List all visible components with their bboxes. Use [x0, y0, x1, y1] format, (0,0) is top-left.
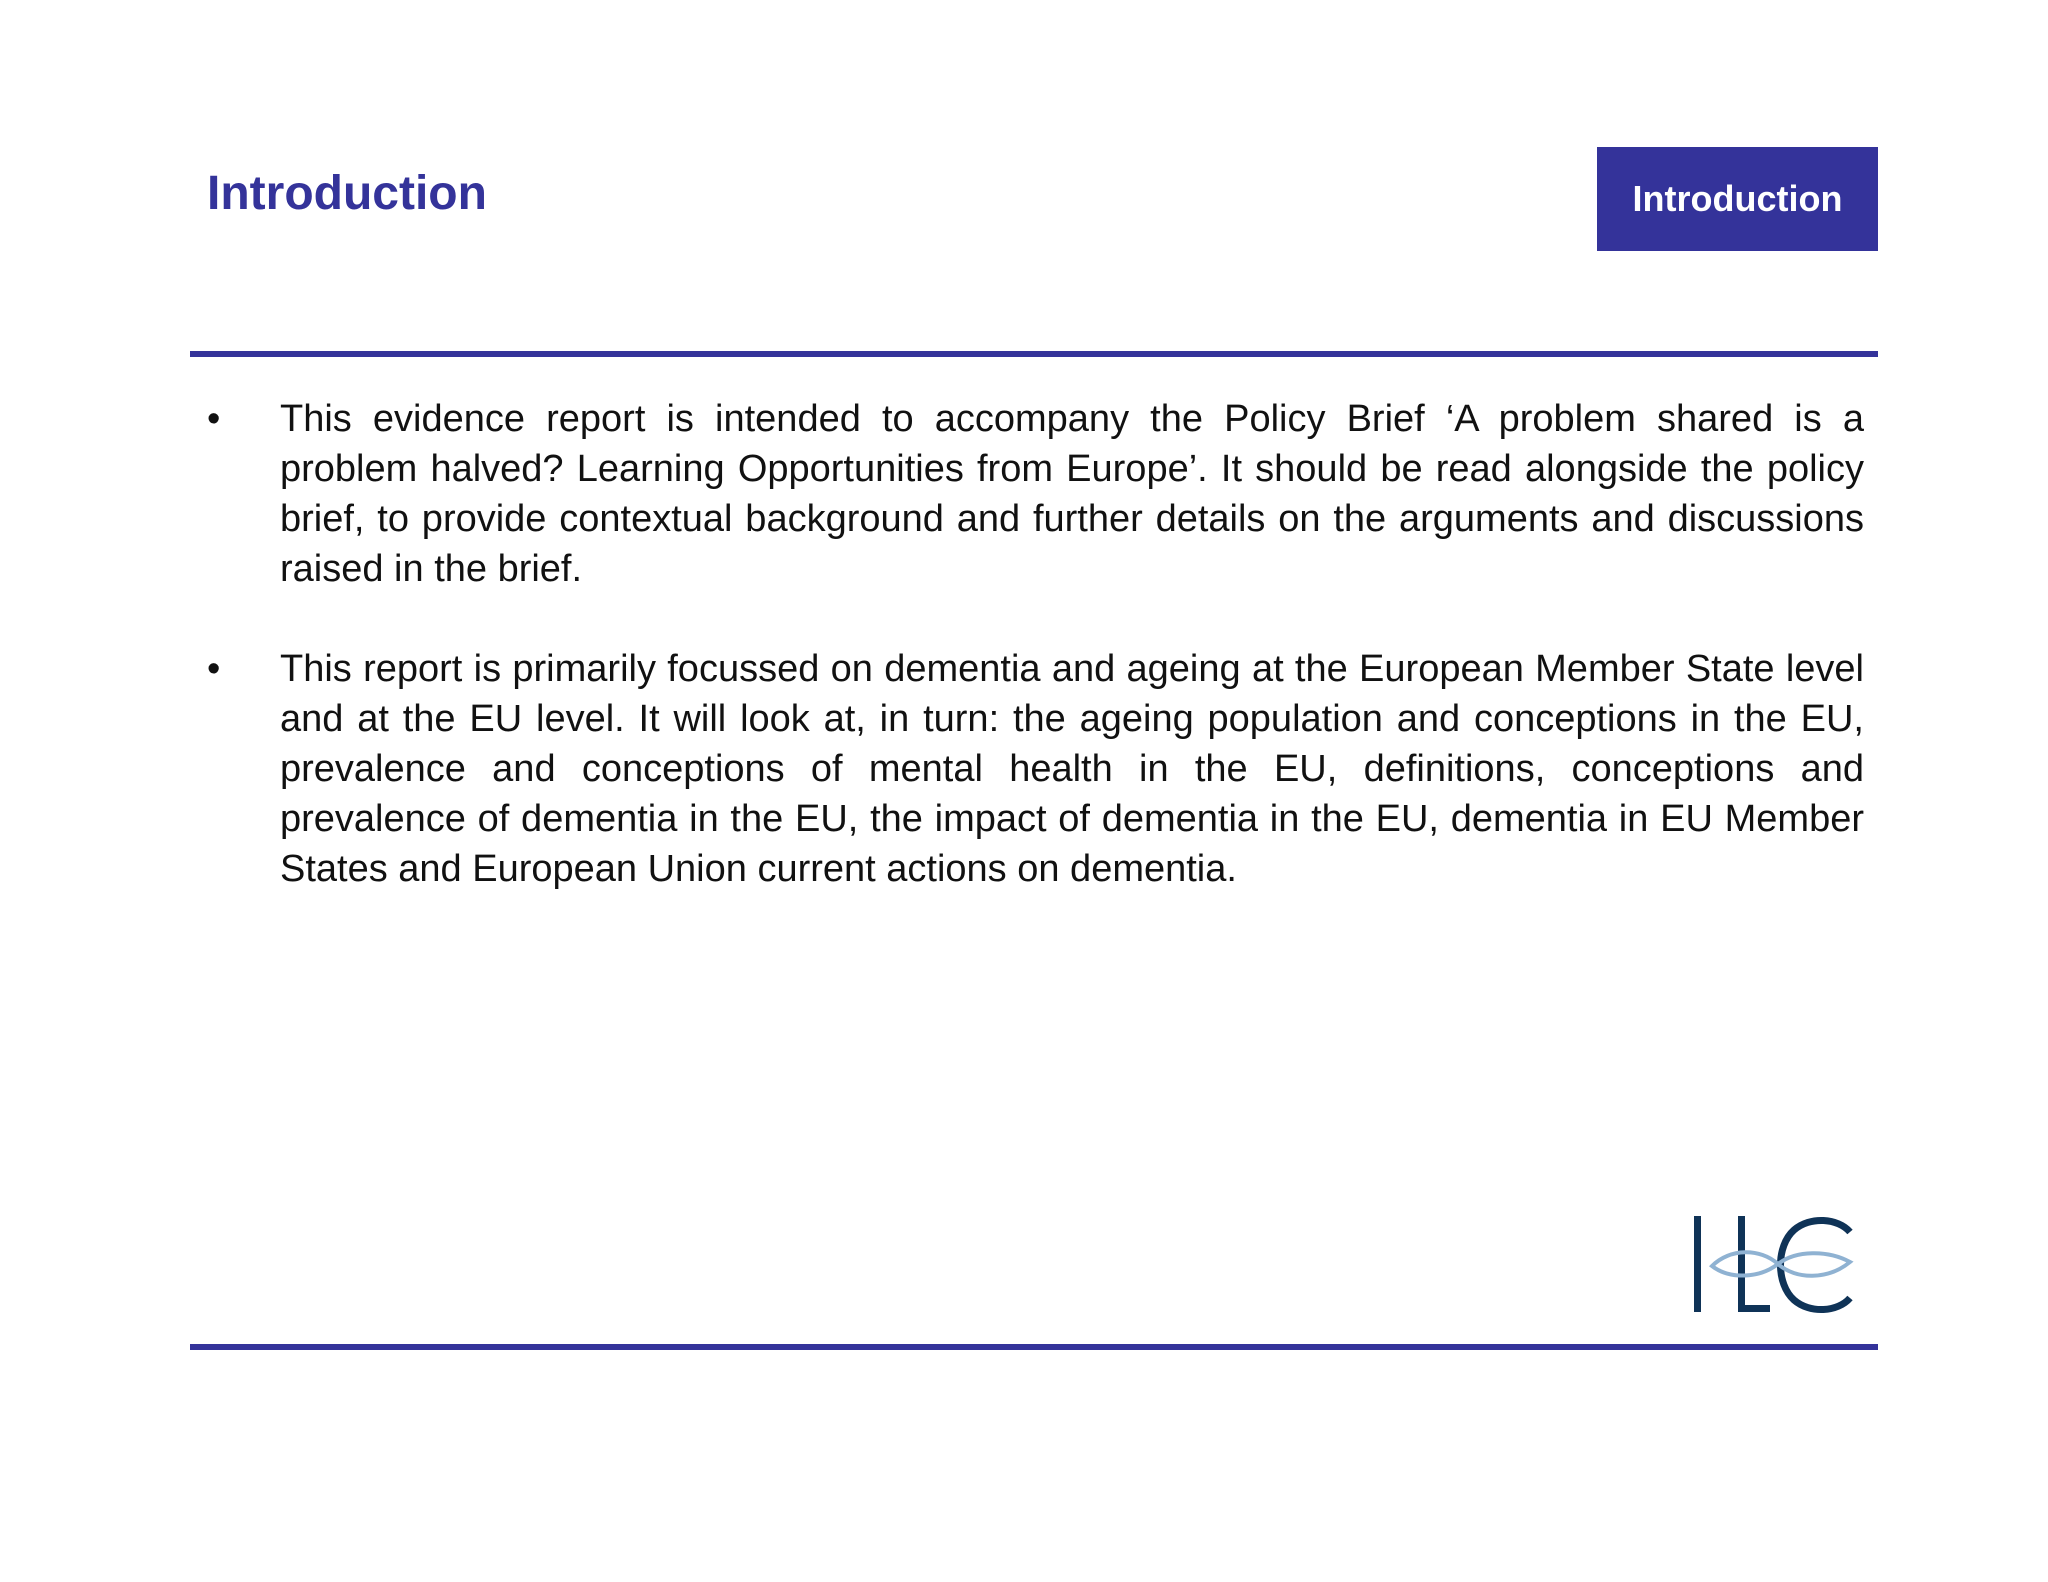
bullet-marker: • [207, 398, 221, 440]
section-tab-introduction: Introduction [1597, 147, 1878, 251]
ilc-logo-icon [1690, 1214, 1862, 1318]
bullet-list [207, 394, 1864, 944]
top-divider [190, 351, 1878, 357]
bullet-text: This evidence report is intended to accompany the Policy Brief ‘A problem shared is a problem halved? Learning Opportunities from Europe’. It should be read alongside the policy brief, to provide contextual background and further details on the arguments and discussions raised in the brief. [280, 398, 1864, 590]
page-title: Introduction [207, 167, 487, 220]
list-item [207, 644, 1864, 894]
bullet-text: This report is primarily focussed on dementia and ageing at the European Member State level and at the EU level. It will look at, in turn: the ageing population and conceptions in the EU, prevalence and conceptions of mental health in the EU, definitions, conceptions and prevalence of dementia in the EU, the impact of dementia in the EU, dementia in EU Member States and European Union current actions on dementia. [280, 648, 1864, 890]
bullet-marker: • [207, 648, 221, 690]
bottom-divider [190, 1344, 1878, 1350]
list-item [207, 394, 1864, 594]
